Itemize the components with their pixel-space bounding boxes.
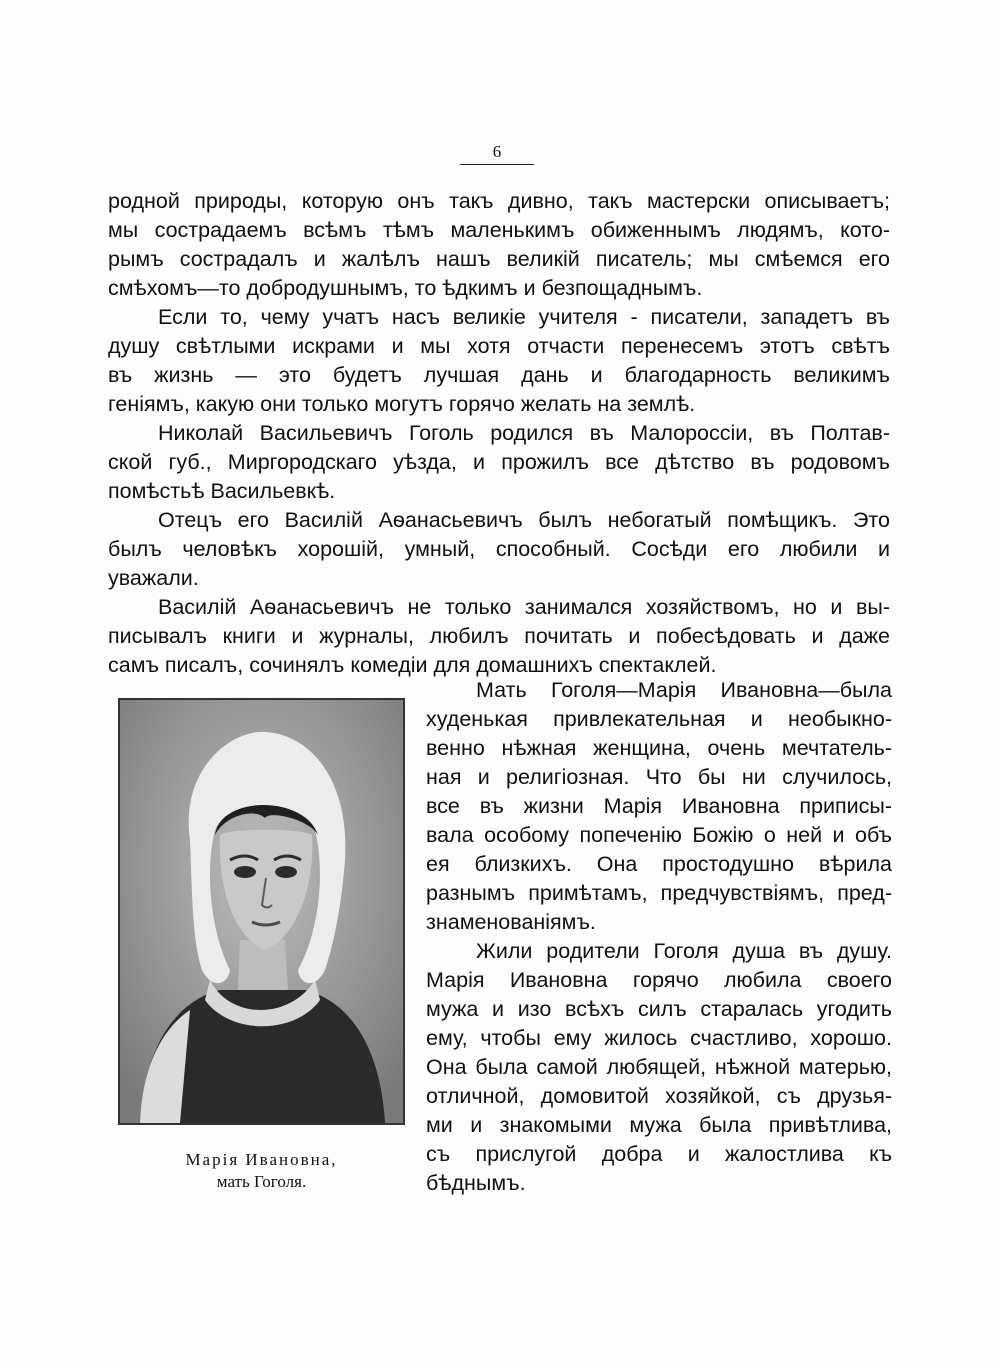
paragraph-start: Николай Васильевичъ Гоголь родился въ Малороссіи, въ Полтав-	[158, 421, 890, 445]
text-line: худенькая привлекательная и необыкно-	[426, 707, 892, 731]
text-line: ми и знакомыми мужа была привѣтлива,	[426, 1113, 892, 1137]
text-line: въ жизнь — это будетъ лучшая дань и благодарность великимъ	[108, 363, 890, 387]
text-line: мужа и изо всѣхъ силъ старалась угодить	[426, 997, 892, 1021]
text-line: знаменованіямъ.	[426, 910, 596, 934]
paragraph-start: Отецъ его Василій Аѳанасьевичъ былъ небогатый помѣщикъ. Это	[158, 508, 890, 532]
text-line: геніямъ, какую они только могутъ горячо желать на землѣ.	[108, 392, 696, 416]
portrait-illustration	[118, 698, 405, 1125]
text-line: съ прислугой добра и жалостлива къ	[426, 1142, 892, 1166]
text-line: разнымъ примѣтамъ, предчувствіямъ, пред-	[426, 881, 892, 905]
text-line: уважали.	[108, 566, 199, 590]
portrait-drawing	[120, 700, 403, 1123]
text-line: бѣднымъ.	[426, 1171, 526, 1195]
text-line: рымъ сострадалъ и жалѣлъ нашъ великій писатель; мы смѣемся его	[108, 247, 890, 271]
caption-name: Марія Ивановна,	[185, 1150, 338, 1169]
text-line: отличной, домовитой хозяйкой, съ друзья-	[426, 1084, 892, 1108]
side-text	[426, 676, 892, 1198]
text-line: писывалъ книги и журналы, любилъ почитать и побесѣдовать и даже	[108, 624, 890, 648]
paragraph-start: Мать Гоголя—Марія Ивановна—была	[476, 678, 892, 702]
main-text	[108, 187, 890, 680]
page-number-rule	[460, 164, 534, 165]
page-number: 6	[492, 142, 502, 161]
paragraph-start: Жили родители Гоголя душа въ душу.	[476, 939, 892, 963]
text-line: Марія Ивановна горячо любила своего	[426, 968, 892, 992]
paragraph-start: Если то, чему учатъ насъ великіе учителя - писатели, западетъ въ	[158, 305, 890, 329]
text-line: смѣхомъ—то добродушнымъ, то ѣдкимъ и безпощаднымъ.	[108, 276, 703, 300]
text-line: Она была самой любящей, нѣжной матерью,	[426, 1055, 892, 1079]
text-line: ея близкихъ. Она простодушно вѣрила	[426, 852, 892, 876]
text-line: ная и религіозная. Что бы ни случилось,	[426, 765, 892, 789]
text-line: все въ жизни Марія Ивановна приписы-	[426, 794, 892, 818]
text-line: былъ человѣкъ хорошій, умный, способный. Сосѣди его любили и	[108, 537, 890, 561]
text-line: ской губ., Миргородскаго уѣзда, и прожилъ все дѣтство въ родовомъ	[108, 450, 890, 474]
text-line: самъ писалъ, сочинялъ комедіи для домашнихъ спектаклей.	[108, 653, 717, 677]
text-line: мы сострадаемъ всѣмъ тѣмъ маленькимъ обиженнымъ людямъ, кото-	[108, 218, 890, 242]
text-line: ему, чтобы ему жилось счастливо, хорошо.	[426, 1026, 892, 1050]
text-line: вала особому попеченію Божію о ней и объ	[426, 823, 892, 847]
text-line: душу свѣтлыми искрами и мы хотя отчасти перенесемъ этотъ свѣтъ	[108, 334, 890, 358]
text-line: родной природы, которую онъ такъ дивно, такъ мастерски описываетъ;	[108, 189, 890, 213]
text-line: помѣстьѣ Васильевкѣ.	[108, 479, 336, 503]
caption-relation: мать Гоголя.	[216, 1172, 307, 1191]
paragraph-start: Василій Аѳанасьевичъ не только занимался хозяйствомъ, но и вы-	[158, 595, 890, 619]
text-line: венно нѣжная женщина, очень мечтатель-	[426, 736, 892, 760]
portrait-caption	[118, 1149, 405, 1193]
